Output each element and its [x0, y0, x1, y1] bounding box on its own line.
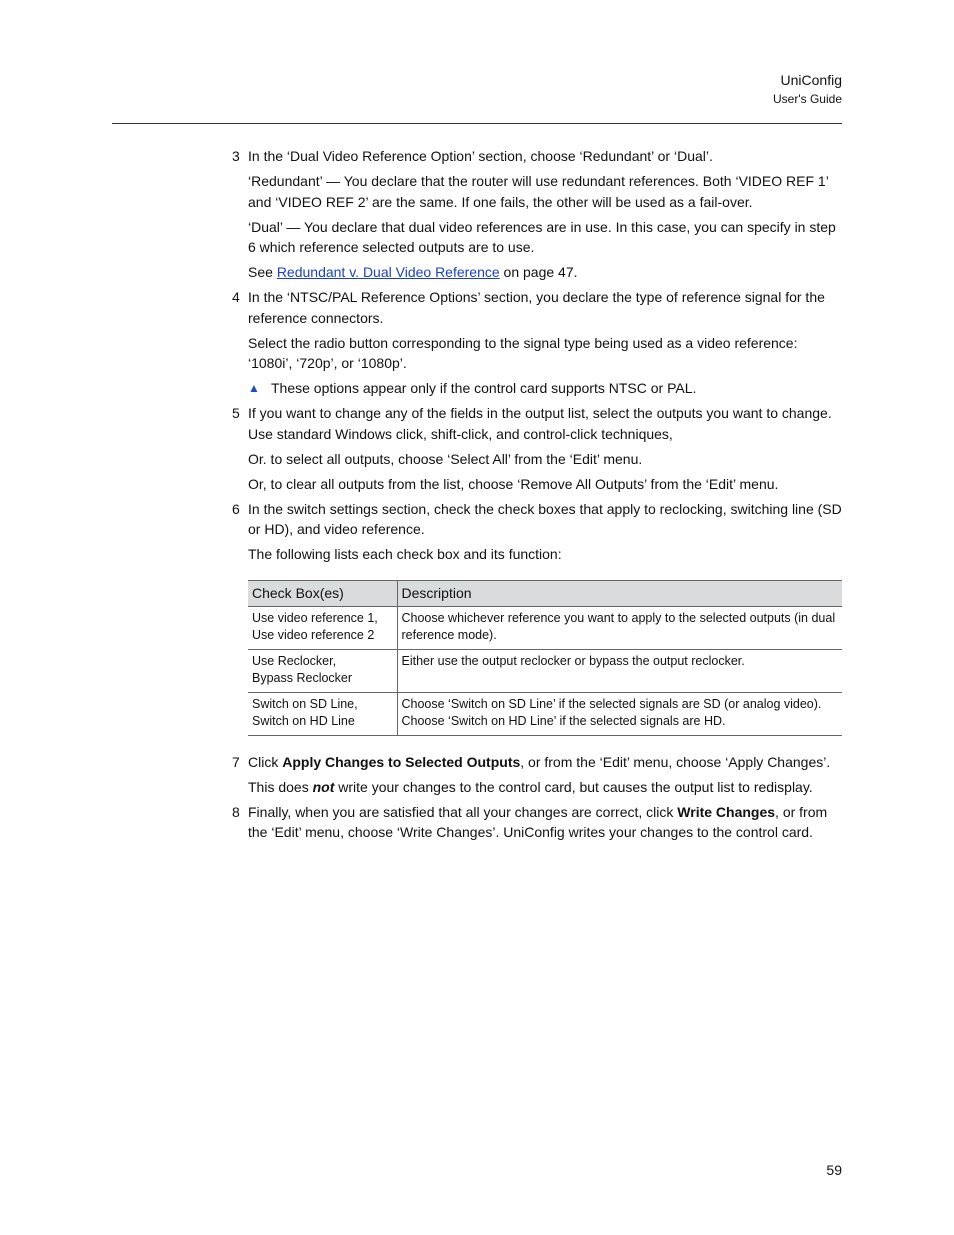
step-text-pre: Finally, when you are satisfied that all your changes are correct, click [248, 803, 678, 820]
description-cell [397, 606, 842, 649]
warning-triangle-icon: ▲ [248, 381, 260, 395]
header-subtitle: User's Guide [773, 92, 842, 106]
step-3 [232, 146, 842, 167]
check-box-name: Use Reclocker, [252, 653, 337, 668]
page-number: 59 [826, 1162, 842, 1178]
description-text: Choose ‘Switch on HD Line’ if the selected signals are HD. [401, 713, 726, 728]
step-4 [232, 287, 842, 328]
step-number: 8 [232, 803, 240, 820]
table-row [248, 692, 842, 735]
step-7 [232, 752, 842, 773]
step-number: 7 [232, 753, 240, 770]
step-6 [232, 499, 842, 540]
step-4-radio-para: Select the radio button corresponding to the signal type being used as a video reference: ‘1080i’, ‘720p’, or ‘1080p’. [248, 334, 798, 371]
para-pre: This does [248, 778, 313, 795]
header-rule [112, 123, 842, 124]
note-text: These options appear only if the control card supports NTSC or PAL. [271, 380, 697, 396]
step-5-remove-all-para: Or, to clear all outputs from the list, choose ‘Remove All Outputs’ from the ‘Edit’ menu. [248, 475, 779, 492]
page-header [773, 71, 842, 107]
step-number: 4 [232, 289, 240, 305]
step-number: 3 [232, 148, 240, 164]
table-header-row [248, 580, 842, 606]
check-box-cell [248, 649, 397, 692]
redundant-vs-dual-link[interactable]: Redundant v. Dual Video Reference [276, 264, 500, 280]
check-box-cell [248, 692, 397, 735]
step-text: In the ‘NTSC/PAL Reference Options’ section, you declare the type of reference signal for the reference connectors. [248, 289, 825, 326]
step-number: 6 [232, 500, 240, 517]
step-3-dual-para: ‘Dual’ — You declare that dual video references are in use. In this case, you can specify in step 6 which reference selected outputs are to use. [248, 218, 836, 255]
step-7-para [232, 777, 842, 798]
see-prefix: See [248, 264, 277, 280]
step-text-post: , or from the ‘Edit’ menu, choose ‘Write Changes’. UniConfig writes your changes to the control card. [248, 803, 828, 840]
check-box-name: Bypass Reclocker [252, 670, 353, 685]
write-changes-label: Write Changes [677, 803, 776, 820]
check-box-name: Use video reference 2 [252, 627, 375, 642]
check-box-cell [248, 606, 397, 649]
header-title: UniConfig [780, 72, 842, 88]
check-box-name: Switch on SD Line, [252, 696, 358, 711]
description-text: Either use the output reclocker or bypass the output reclocker. [401, 653, 745, 668]
description-cell [397, 692, 842, 735]
description-text: Choose whichever reference you want to apply to the selected outputs (in dual reference mode). [401, 610, 836, 642]
page-content [232, 146, 842, 847]
check-box-name: Switch on HD Line [252, 713, 355, 728]
step-4-note [232, 378, 842, 399]
step-number: 5 [232, 405, 240, 421]
step-text: In the ‘Dual Video Reference Option’ section, choose ‘Redundant’ or ‘Dual’. [248, 148, 713, 164]
emphasis-not: not [312, 778, 335, 795]
step-text: In the switch settings section, check the check boxes that apply to reclocking, switching line (SD or HD), and video reference. [248, 500, 842, 537]
step-text-pre: Click [248, 753, 283, 770]
step-5 [232, 403, 842, 444]
step-3-redundant-para: ‘Redundant’ — You declare that the router will use redundant references. Both ‘VIDEO REF 1’ and ‘VIDEO REF 2’ are the same. If one fails, the other will be used as a fail-over. [248, 173, 829, 210]
apply-changes-label: Apply Changes to Selected Outputs [282, 753, 521, 770]
header-description: Description [397, 580, 842, 606]
description-cell [397, 649, 842, 692]
description-text: Choose ‘Switch on SD Line’ if the selected signals are SD (or analog video). [401, 696, 822, 711]
step-text: If you want to change any of the fields in the output list, select the outputs you want to change. Use standard Windows click, shift-click, and control-click techniques, [248, 405, 832, 442]
table-row [248, 649, 842, 692]
para-post: write your changes to the control card, but causes the output list to redisplay. [334, 778, 813, 795]
step-5-select-all-para: Or. to select all outputs, choose ‘Select All’ from the ‘Edit’ menu. [248, 450, 643, 467]
step-6-table-intro: The following lists each check box and its function: [248, 546, 562, 562]
step-8 [232, 802, 842, 843]
see-suffix: on page 47. [499, 264, 578, 280]
check-box-name: Use video reference 1, [252, 610, 378, 625]
check-box-table [248, 580, 842, 736]
header-check-boxes: Check Box(es) [248, 580, 397, 606]
table-row [248, 606, 842, 649]
step-3-see-para [232, 262, 842, 283]
step-text-post: , or from the ‘Edit’ menu, choose ‘Apply Changes’. [520, 753, 831, 770]
